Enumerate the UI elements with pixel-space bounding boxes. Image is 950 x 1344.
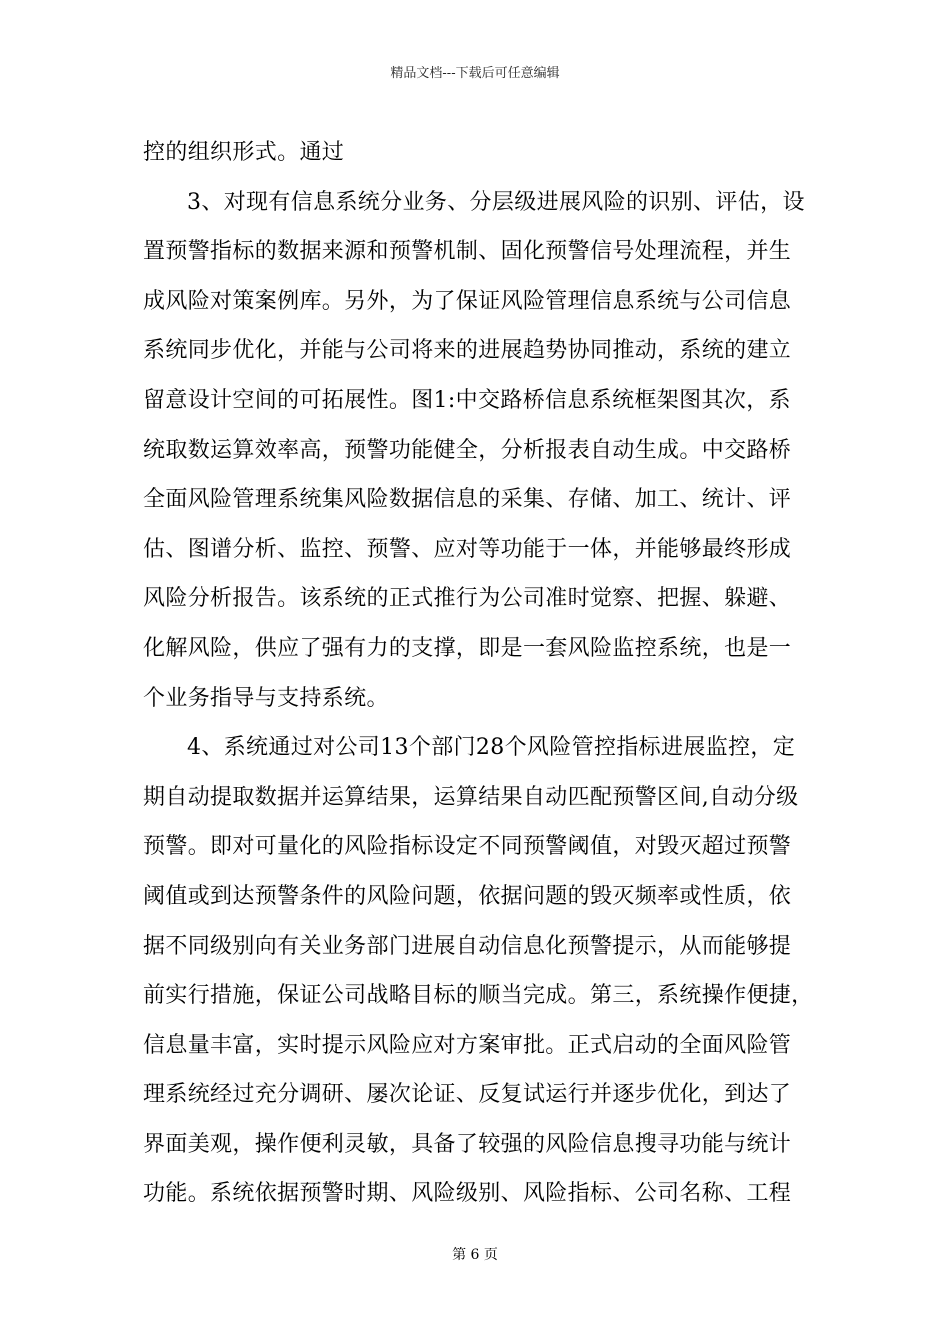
text-line: 据不同级别向有关业务部门进展自动信息化预警提示，从而能够提 [143, 933, 792, 959]
text-line: 置预警指标的数据来源和预警机制、固化预警信号处理流程，并生 [143, 239, 792, 265]
text-line: 理系统经过充分调研、屡次论证、反复试运行并逐步优化，到达了 [143, 1082, 792, 1108]
text-line: 个业务指导与支持系统。 [143, 685, 389, 711]
text-line: 全面风险管理系统集风险数据信息的采集、存储、加工、统计、评 [143, 487, 792, 513]
text-line: 功能。系统依据预警时期、风险级别、风险指标、公司名称、工程 [143, 1181, 792, 1207]
text-line: 期自动提取数据并运算结果，运算结果自动匹配预警区间,自动分级 [143, 784, 799, 810]
text-line: 留意设计空间的可拓展性。图1:中交路桥信息系统框架图其次，系 [143, 387, 791, 413]
text-line: 风险分析报告。该系统的正式推行为公司准时觉察、把握、躲避、 [143, 586, 792, 612]
text-line: 成风险对策案例库。另外，为了保证风险管理信息系统与公司信息 [143, 288, 792, 314]
paragraph-start-line: 3、对现有信息系统分业务、分层级进展风险的识别、评估，设 [187, 189, 805, 215]
text-line: 系统同步优化，并能与公司将来的进展趋势协同推动，系统的建立 [143, 338, 792, 364]
text-line: 估、图谱分析、监控、预警、应对等功能于一体，并能够最终形成 [143, 536, 792, 562]
text-line: 统取数运算效率高，预警功能健全，分析报表自动生成。中交路桥 [143, 437, 792, 463]
text-line: 化解风险，供应了强有力的支撑，即是一套风险监控系统，也是一 [143, 635, 792, 661]
text-line: 预警。即对可量化的风险指标设定不同预警阈值，对毁灭超过预警 [143, 834, 792, 860]
text-line: 前实行措施，保证公司战略目标的顺当完成。第三，系统操作便捷， [143, 983, 814, 1009]
paragraph-start-line: 4、系统通过对公司13个部门28个风险管控指标进展监控，定 [187, 735, 796, 761]
page-number: 第 6 页 [452, 1247, 498, 1263]
text-line: 界面美观，操作便利灵敏，具备了较强的风险信息搜寻功能与统计 [143, 1131, 792, 1157]
page-header: 精品文档---下载后可任意编辑 [390, 66, 560, 81]
body-text [143, 128, 814, 1219]
text-line: 控的组织形式。通过 [143, 140, 345, 165]
text-line: 信息量丰富，实时提示风险应对方案审批。正式启动的全面风险管 [143, 1032, 792, 1058]
text-line: 阈值或到达预警条件的风险问题，依据问题的毁灭频率或性质，依 [143, 883, 792, 909]
